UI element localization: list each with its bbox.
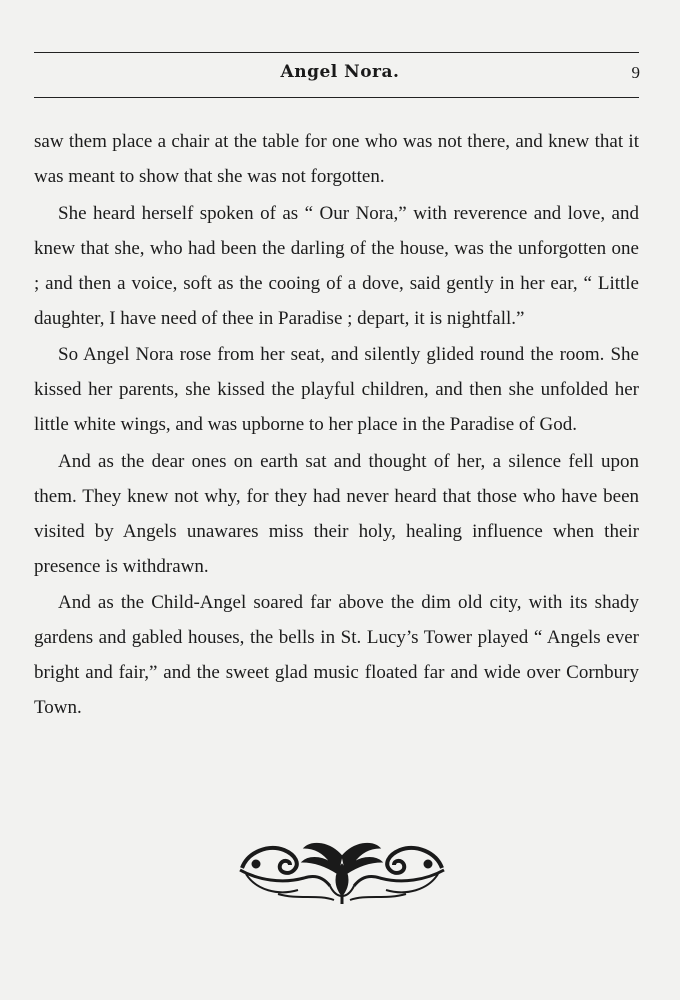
body-text [34,124,639,727]
paragraph-4: And as the dear ones on earth sat and thought of her, a silence fell upon them. They knew not why, for they had never heard that those who have been visited by Angels unawares miss their holy, healing influence when their presence is withdrawn. [34,450,639,577]
paragraph-2: She heard herself spoken of as “ Our Nora,” with reverence and love, and knew that she, who had been the darling of the house, was the unforgotten one ; and then a voice, soft as the cooing of a dove, said gently in her ear, “ Little daughter, I have need of thee in Paradise ; depart, it is nightfall.” [34,202,639,329]
running-title: Angel Nora. [280,62,400,82]
header-rule-top [34,52,639,53]
paragraph-3: So Angel Nora rose from her seat, and silently glided round the room. She kissed her parents, she kissed the playful children, and then she unfolded her little white wings, and was upborne to her place in the Paradise of God. [34,344,639,435]
header-rule-bottom [34,97,639,98]
paragraph-1: saw them place a chair at the table for one who was not there, and knew that it was meant to show that she was not forgotten. [34,131,639,187]
tailpiece-ornament-icon [238,834,446,906]
page-number: 9 [631,63,640,82]
paragraph-5: And as the Child-Angel soared far above the dim old city, with its shady gardens and gabled houses, the bells in St. Lucy’s Tower played “ Angels ever bright and fair,” and the sweet glad music floated far and wide over Cornbury Town. [34,592,639,718]
